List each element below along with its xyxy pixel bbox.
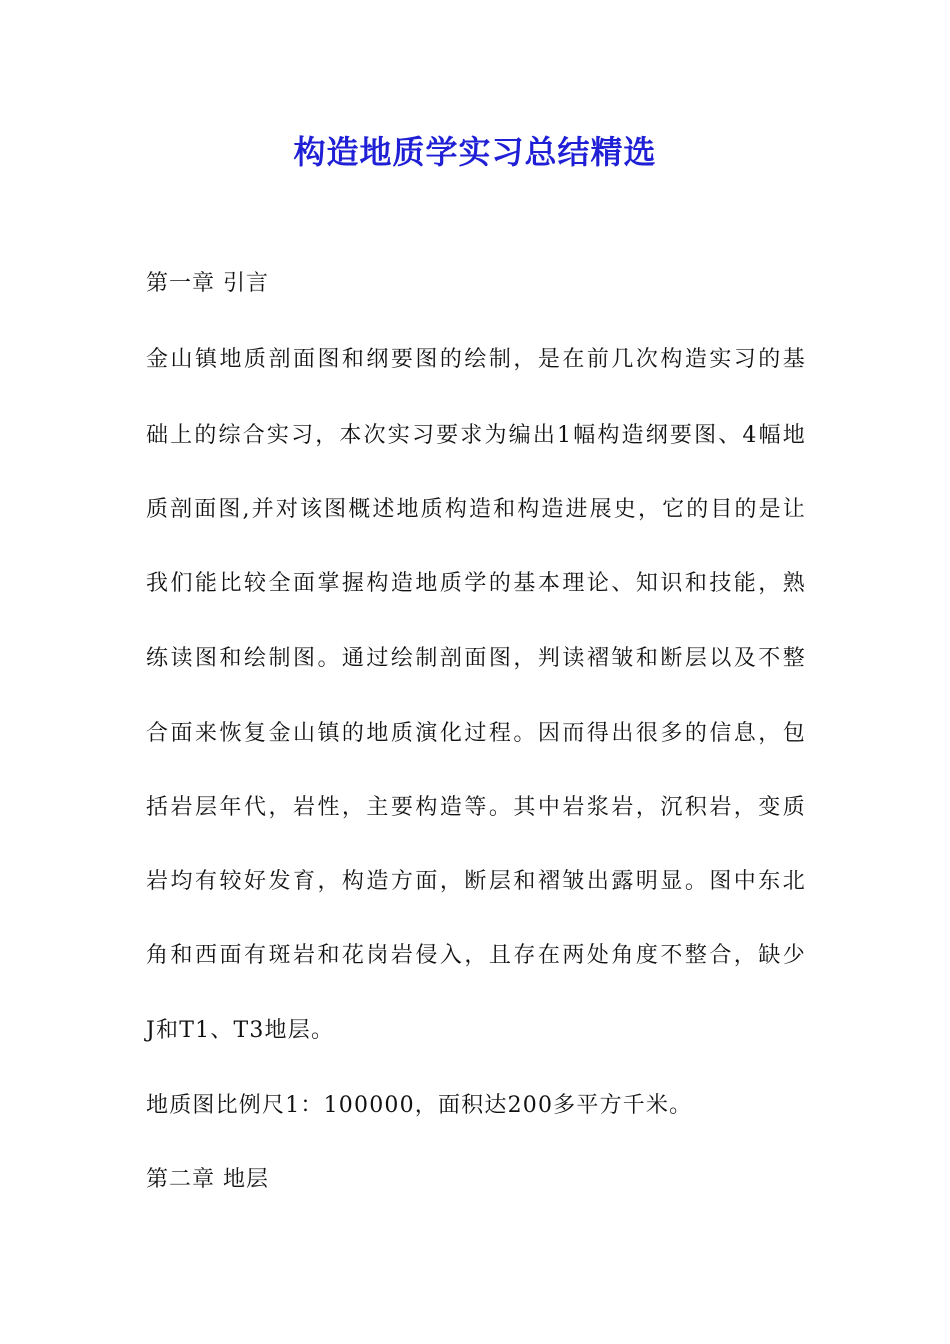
paragraph-line: 角和西面有斑岩和花岗岩侵入，且存在两处角度不整合，缺少 [146,943,806,968]
paragraph-line: J和T1、T3地层。 [146,1018,335,1043]
paragraph-line: 合面来恢复金山镇的地质演化过程。因而得出很多的信息，包 [146,721,806,746]
chapter-2-heading: 第二章 地层 [146,1167,269,1192]
paragraph-line: 我们能比较全面掌握构造地质学的基本理论、知识和技能，熟 [146,571,806,596]
paragraph-line: 质剖面图,并对该图概述地质构造和构造进展史，它的目的是让 [146,497,806,522]
paragraph-line: 金山镇地质剖面图和纲要图的绘制，是在前几次构造实习的基 [146,347,806,372]
document-title: 构造地质学实习总结精选 [293,133,657,171]
chapter-1-heading: 第一章 引言 [146,271,269,296]
paragraph-line: 础上的综合实习，本次实习要求为编出1幅构造纲要图、4幅地 [146,423,806,448]
paragraph-line: 括岩层年代，岩性，主要构造等。其中岩浆岩，沉积岩，变质 [146,795,806,820]
paragraph-line: 岩均有较好发育，构造方面，断层和褶皱出露明显。图中东北 [146,869,806,894]
scale-paragraph: 地质图比例尺1：100000，面积达200多平方千米。 [146,1093,693,1118]
paragraph-line: 练读图和绘制图。通过绘制剖面图，判读褶皱和断层以及不整 [146,646,806,671]
